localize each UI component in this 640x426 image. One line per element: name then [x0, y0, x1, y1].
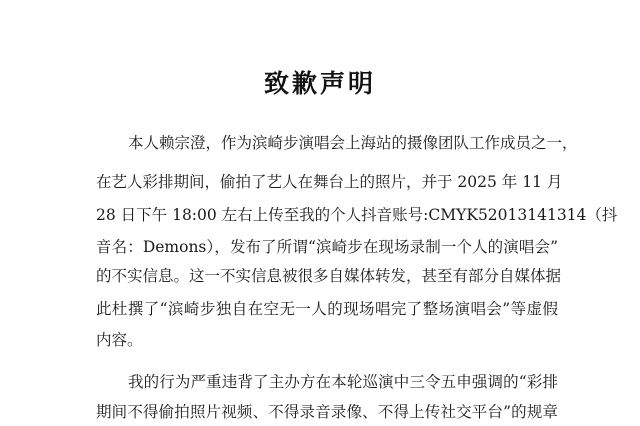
- paragraph-1-line-5: 的不实信息。这一不实信息被很多自媒体转发，甚至有部分自媒体据: [96, 267, 562, 285]
- paragraph-1-line-7: 内容。: [96, 331, 143, 349]
- paragraph-1-line-6: 此杜撰了“滨崎步独自在空无一人的现场唱完了整场演唱会”等虚假: [96, 300, 558, 318]
- paragraph-1-line-3: 28 日下午 18:00 左右上传至我的个人抖音账号:CMYK52013141314（抖: [96, 206, 618, 224]
- paragraph-2-line-1: 我的行为严重违背了主办方在本轮巡演中三令五申强调的“彩排: [128, 373, 558, 391]
- paragraph-2-line-2: 期间不得偷拍照片视频、不得录音录像、不得上传社交平台”的规章: [96, 403, 558, 421]
- paragraph-1-line-2: 在艺人彩排期间，偷拍了艺人在舞台上的照片，并于 2025 年 11 月: [96, 173, 563, 191]
- paragraph-1-line-4: 音名：Demons），发布了所谓“滨崎步在现场录制一个人的演唱会”: [96, 238, 558, 256]
- document-title: 致歉声明: [263, 69, 376, 98]
- paragraph-1-line-1: 本人赖宗澄，作为滨崎步演唱会上海站的摄像团队工作成员之一，: [128, 134, 578, 152]
